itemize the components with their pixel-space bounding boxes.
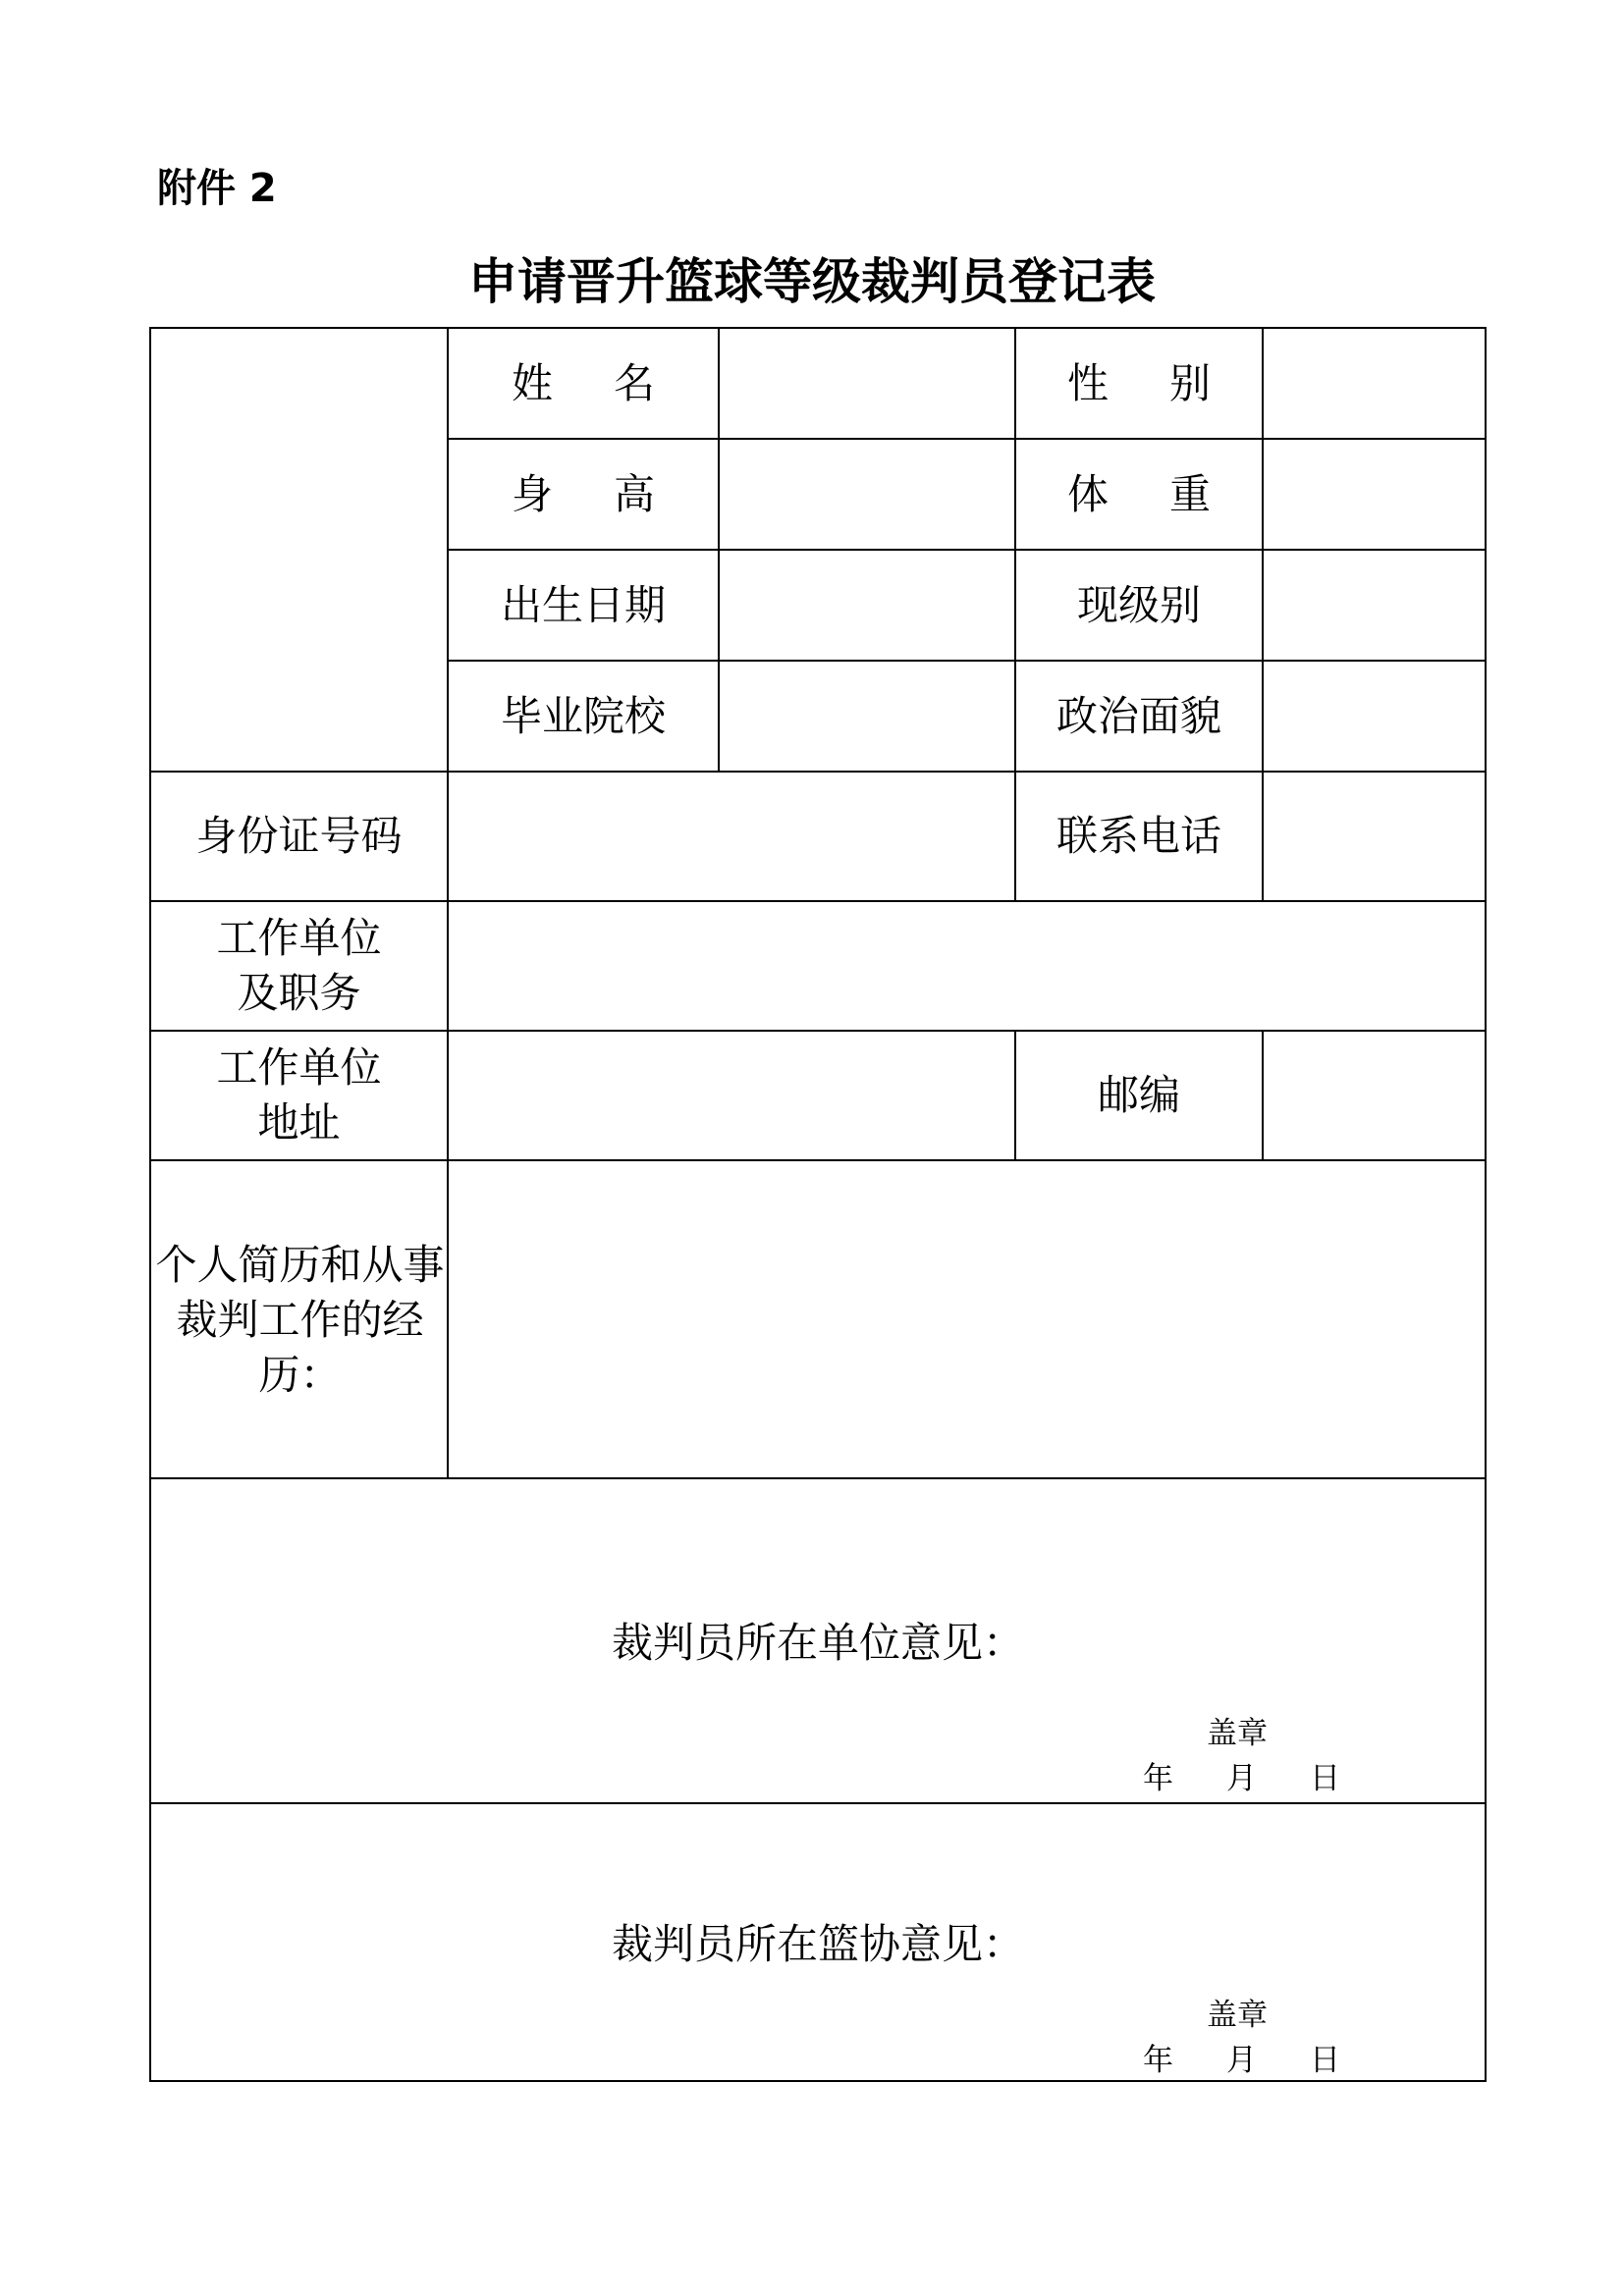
phone-label: 联系电话 xyxy=(1015,772,1263,901)
postcode-field[interactable] xyxy=(1263,1031,1486,1160)
political-status-label: 政治面貌 xyxy=(1015,661,1263,772)
form-row-work-address xyxy=(150,1031,1486,1160)
birth-date-field[interactable] xyxy=(719,550,1015,661)
form-row-name xyxy=(150,328,1486,439)
work-unit-label: 工作单位 及职务 xyxy=(150,901,448,1031)
work-unit-field[interactable] xyxy=(448,901,1486,1031)
political-status-field[interactable] xyxy=(1263,661,1486,772)
name-label: 姓 名 xyxy=(448,328,719,439)
id-number-field[interactable] xyxy=(448,772,1015,901)
gender-label: 性 别 xyxy=(1015,328,1263,439)
form-row-resume xyxy=(150,1160,1486,1478)
form-row-id xyxy=(150,772,1486,901)
association-opinion-date xyxy=(1143,2043,1340,2078)
work-address-label: 工作单位 地址 xyxy=(150,1031,448,1160)
photo-cell[interactable] xyxy=(150,328,448,772)
unit-opinion-month: 月 xyxy=(1226,1761,1257,1796)
unit-opinion-cell[interactable] xyxy=(150,1478,1486,1803)
unit-opinion-day: 日 xyxy=(1310,1761,1340,1796)
work-address-field[interactable] xyxy=(448,1031,1015,1160)
form-row-association-opinion xyxy=(150,1803,1486,2081)
form-row-work-unit xyxy=(150,901,1486,1031)
school-label: 毕业院校 xyxy=(448,661,719,772)
weight-field[interactable] xyxy=(1263,439,1486,550)
gender-field[interactable] xyxy=(1263,328,1486,439)
association-opinion-month: 月 xyxy=(1226,2043,1257,2078)
unit-opinion-seal: 盖章 xyxy=(1207,1716,1268,1751)
id-number-label: 身份证号码 xyxy=(150,772,448,901)
current-level-field[interactable] xyxy=(1263,550,1486,661)
association-opinion-label: 裁判员所在篮协意见： xyxy=(611,1919,1024,1968)
school-field[interactable] xyxy=(719,661,1015,772)
association-opinion-seal: 盖章 xyxy=(1207,1998,1268,2033)
height-field[interactable] xyxy=(719,439,1015,550)
form-row-unit-opinion xyxy=(150,1478,1486,1803)
association-opinion-year: 年 xyxy=(1143,2043,1173,2078)
association-opinion-day: 日 xyxy=(1310,2043,1340,2078)
current-level-label: 现级别 xyxy=(1015,550,1263,661)
unit-opinion-date xyxy=(1143,1761,1340,1796)
unit-opinion-label: 裁判员所在单位意见： xyxy=(611,1618,1024,1667)
attachment-label: 附件 2 xyxy=(157,166,277,211)
name-field[interactable] xyxy=(719,328,1015,439)
phone-field[interactable] xyxy=(1263,772,1486,901)
resume-field[interactable] xyxy=(448,1160,1486,1478)
birth-date-label: 出生日期 xyxy=(448,550,719,661)
form-title: 申请晋升篮球等级裁判员登记表 xyxy=(468,253,1156,310)
height-label: 身 高 xyxy=(448,439,719,550)
resume-label: 个人简历和从事裁判工作的经历： xyxy=(150,1160,448,1478)
registration-form-table xyxy=(149,327,1487,2082)
association-opinion-cell[interactable] xyxy=(150,1803,1486,2081)
postcode-label: 邮编 xyxy=(1015,1031,1263,1160)
unit-opinion-year: 年 xyxy=(1143,1761,1173,1796)
weight-label: 体 重 xyxy=(1015,439,1263,550)
